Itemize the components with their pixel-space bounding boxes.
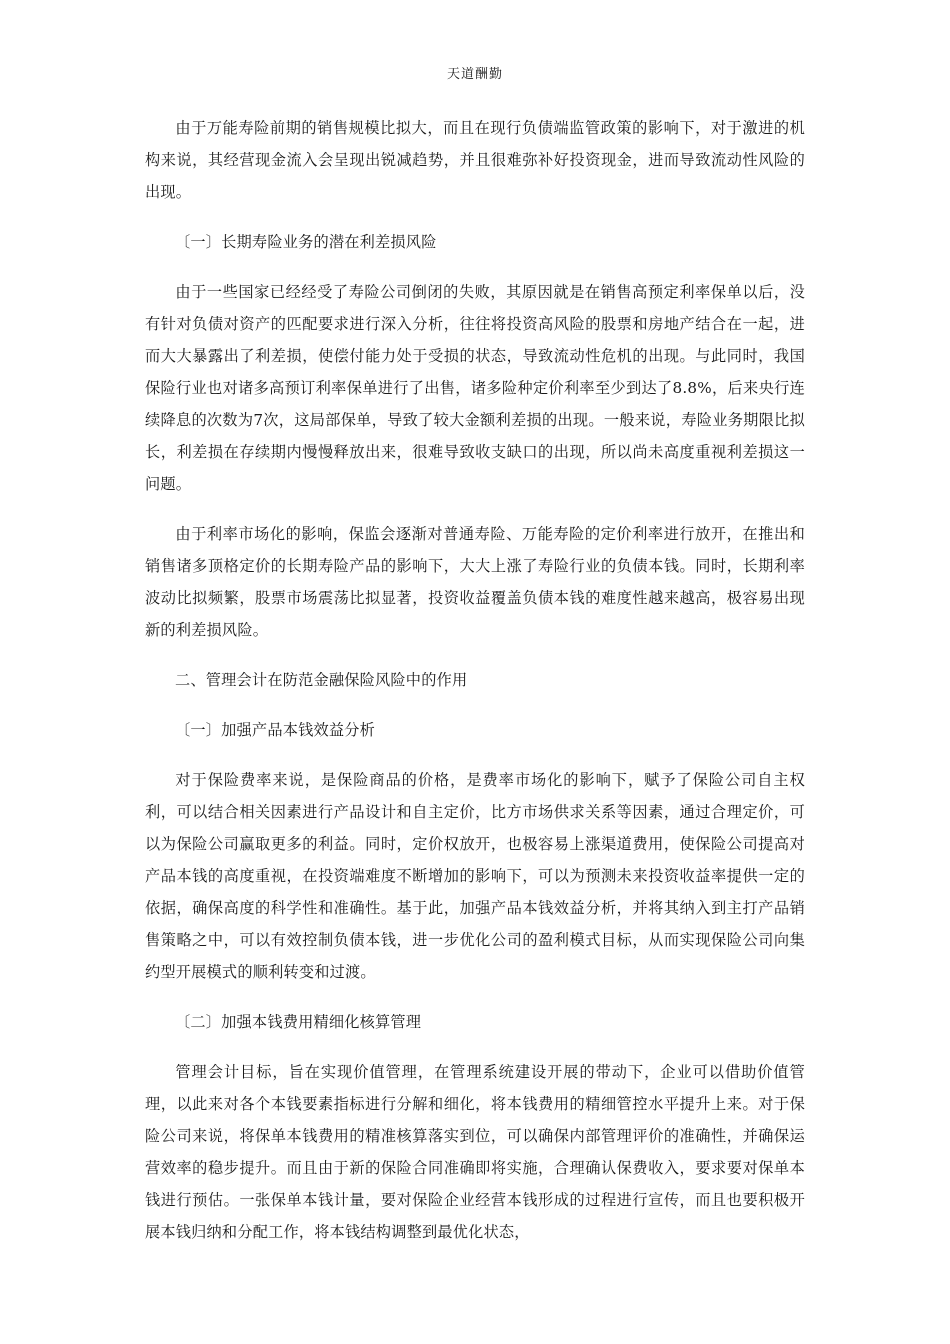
paragraph-premium-rate: 对于保险费率来说，是保险商品的价格，是费率市场化的影响下，赋予了保险公司自主权利，可以结合相关因素进行产品设计和自主定价，比方市场供求关系等因素，通过合理定价，可以为保险公司赢取更多的利益。同时，定价权放开，也极容易上涨渠道费用，使保险公司提高对产品本钱的高度重视，在投资端难度不断增加的影响下，可以为预测未来投资收益率提供一定的依据，确保高度的科学性和准确性。基于此，加强产品本钱效益分析，并将其纳入到主打产品销售策略之中，可以有效控制负债本钱，进一步优化公司的盈利模式目标，从而实现保险公司向集约型开展模式的顺利转变和过渡。 xyxy=(145,771,805,981)
paragraph-rate-marketization: 由于利率市场化的影响，保监会逐渐对普通寿险、万能寿险的定价利率进行放开，在推出和销售诸多顶格定价的长期寿险产品的影响下，大大上涨了寿险行业的负债本钱。同时，长期利率波动比拟频繁，股票市场震荡比拟显著，投资收益覆盖负债本钱的难度性越来越高，极容易出现新的利差损风险。 xyxy=(145,525,805,639)
paragraph-interest-spread-loss: 由于一些国家已经经受了寿险公司倒闭的失败，其原因就是在销售高预定利率保单以后，没有针对负债对资产的匹配要求进行深入分析，往往将投资高风险的股票和房地产结合在一起，进而大大暴露出了利差损，使偿付能力处于受损的状态，导致流动性危机的出现。与此同时，我国保险行业也对诸多高预订利率保单进行了出售，诸多险种定价利率至少到达了8.8%，后来央行连续降息的次数为7次，这局部保单，导致了较大金额利差损的出现。一般来说，寿险业务期限比拟长，利差损在存续期内慢慢释放出来，很难导致收支缺口的出现，所以尚未高度重视利差损这一问题。 xyxy=(145,283,805,493)
document-body xyxy=(145,112,805,1266)
subsection-heading-cost-accounting: 〔二〕加强本钱费用精细化核算管理 xyxy=(175,1013,422,1031)
subsection-heading-cost-benefit: 〔一〕加强产品本钱效益分析 xyxy=(175,721,376,739)
paragraph-liquidity-risk: 由于万能寿险前期的销售规模比拟大，而且在现行负债端监管政策的影响下，对于激进的机构来说，其经营现金流入会呈现出锐减趋势，并且很难弥补好投资现金，进而导致流动性风险的出现。 xyxy=(145,119,805,201)
section-heading-interest-spread-risk: 〔一〕长期寿险业务的潜在利差损风险 xyxy=(175,233,437,251)
paragraph-value-management: 管理会计目标，旨在实现价值管理，在管理系统建设开展的带动下，企业可以借助价值管理，以此来对各个本钱要素指标进行分解和细化，将本钱费用的精细管控水平提升上来。对于保险公司来说，将保单本钱费用的精准核算落实到位，可以确保内部管理评价的准确性，并确保运营效率的稳步提升。而且由于新的保险合同准确即将实施，合理确认保费收入，要求要对保单本钱进行预估。一张保单本钱计量，要对保险企业经营本钱形成的过程进行宣传，而且也要积极开展本钱归纳和分配工作，将本钱结构调整到最优化状态， xyxy=(145,1063,805,1241)
section-heading-management-accounting: 二、管理会计在防范金融保险风险中的作用 xyxy=(175,671,468,689)
page-header: 天道酬勤 xyxy=(446,67,503,82)
